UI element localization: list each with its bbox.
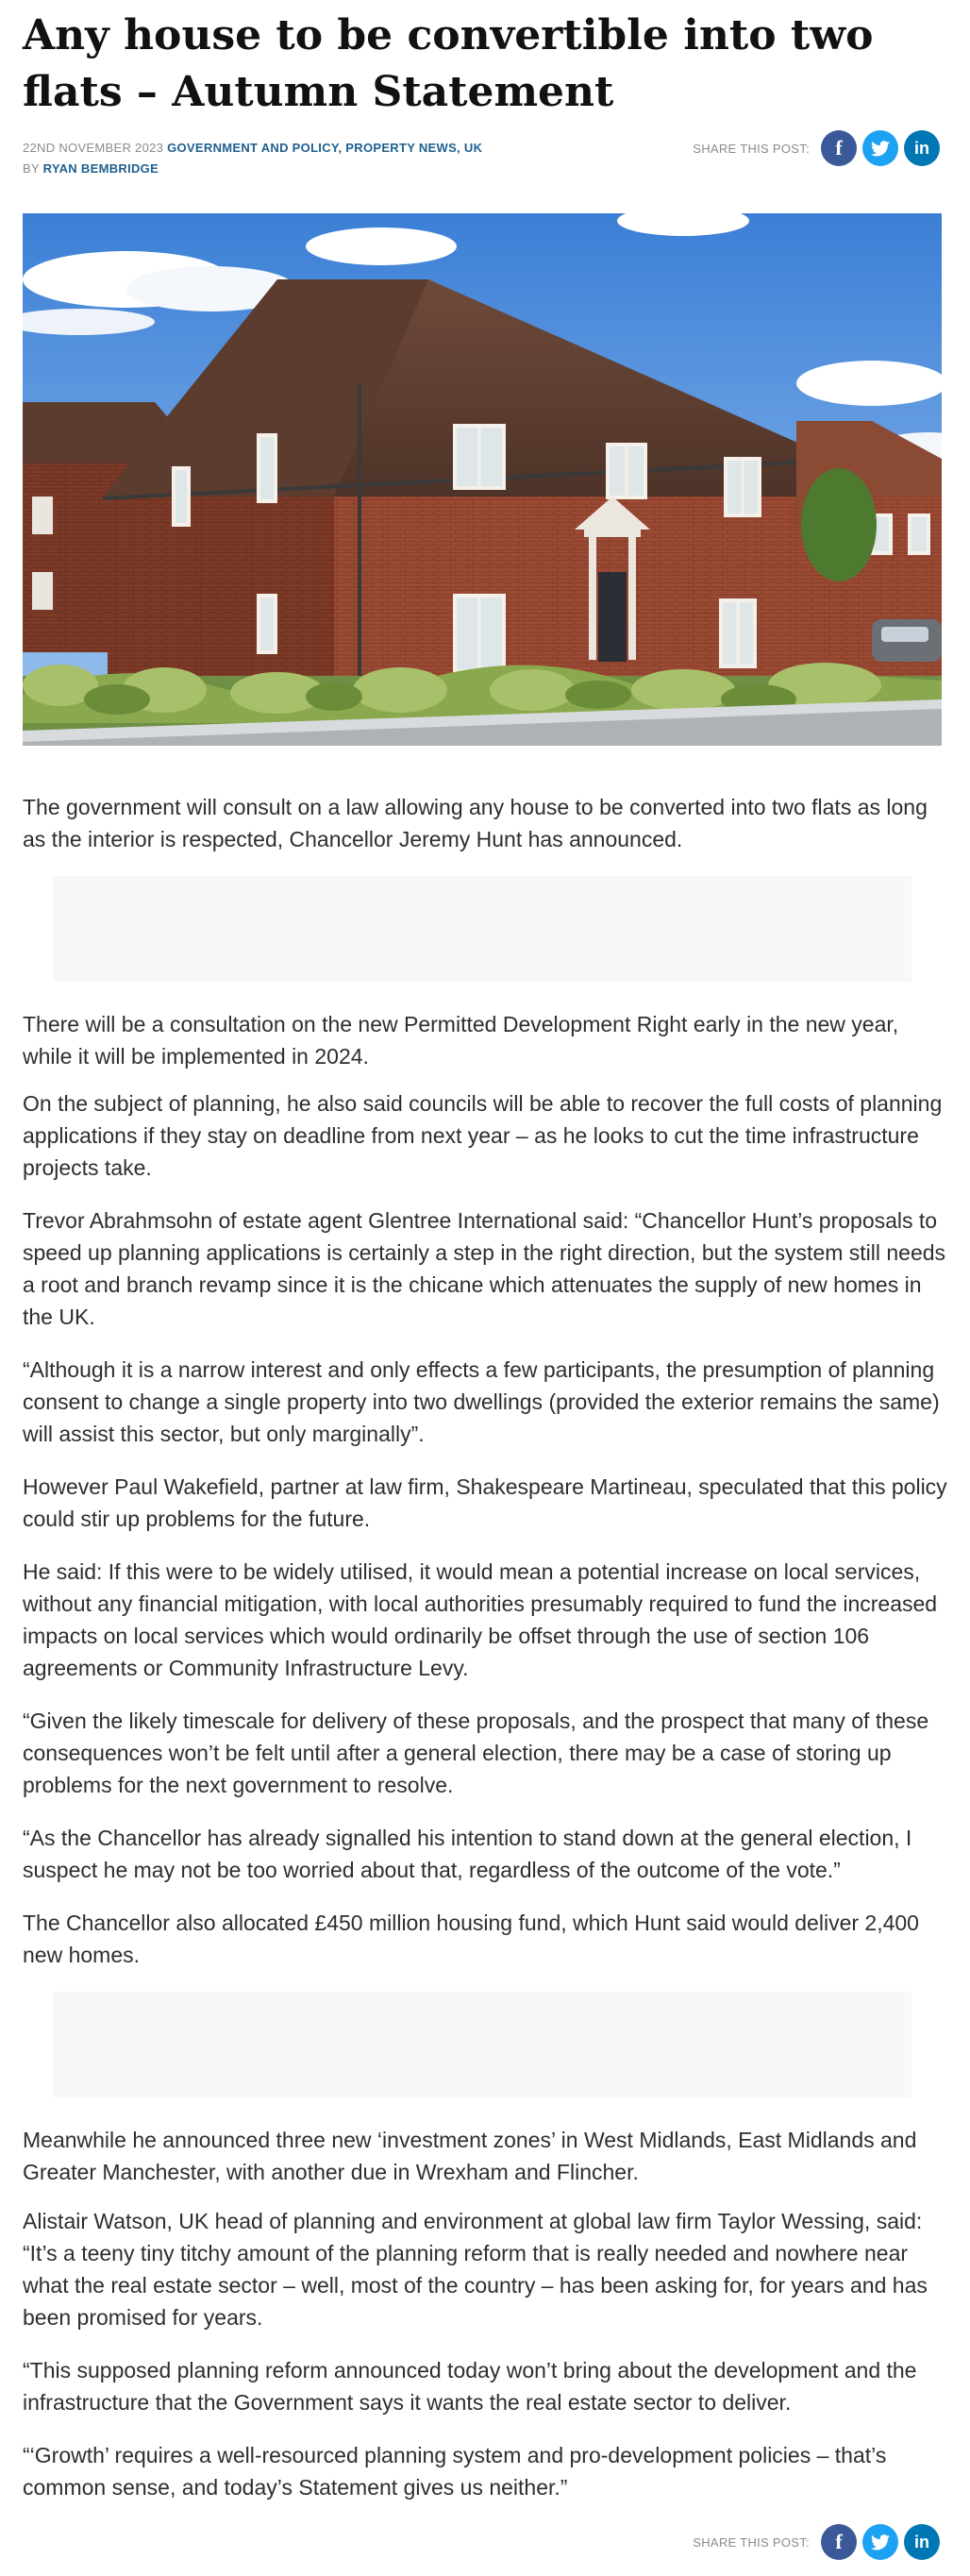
category-link-property-news[interactable]: PROPERTY NEWS [345,141,458,155]
article-paragraph: The government will consult on a law allowing any house to be converted into two flats as long as the interior is respected, Chancellor Jeremy Hunt has announced. [23,795,928,851]
linkedin-share-button[interactable] [904,130,940,166]
article-paragraph: However Paul Wakefield, partner at law firm, Shakespeare Martineau, speculated that this policy could stir up problems for the future. [23,1474,947,1531]
article-paragraph: “Given the likely timescale for delivery of these proposals, and the prospect that many of these consequences won’t be felt until after a general election, there may be a case of storing up problems for the next government to resolve. [23,1709,929,1797]
article-paragraph: “As the Chancellor has already signalled his intention to stand down at the general election, I suspect he may not be too worried about that, regardless of the outcome of the vote.” [23,1826,912,1882]
article-meta [23,138,482,179]
twitter-icon [871,2534,890,2551]
share-label: SHARE THIS POST: [693,2534,810,2550]
article-paragraph: “This supposed planning reform announced today won’t bring about the development and the infrastructure that the Government says it wants the real estate sector to deliver. [23,2358,917,2415]
linkedin-icon: in [914,2532,929,2551]
publish-date: 22ND NOVEMBER 2023 [23,141,164,155]
twitter-share-button[interactable] [862,130,898,166]
article-paragraph: He said: If this were to be widely utilised, it would mean a potential increase on local services, without any financial mitigation, with local authorities presumably required to fund the increased impacts on local services which would ordinarily be offset through the use of section 106 agreements or Community Infrastructure Levy. [23,1559,938,1680]
article-paragraph: “Although it is a narrow interest and only effects a few participants, the presumption of planning consent to change a single property into two dwellings (provided the exterior remains the same) will assist this sector, but only marginally”. [23,1357,940,1446]
hero-image [23,213,942,746]
share-bar-bottom [693,2524,940,2560]
share-label: SHARE THIS POST: [693,141,810,156]
share-bar-top [693,130,940,166]
category-separator: , [457,141,464,155]
author-link[interactable]: RYAN BEMBRIDGE [42,161,159,176]
facebook-icon: f [835,136,843,160]
twitter-share-button[interactable] [862,2524,898,2560]
category-link-government[interactable]: GOVERNMENT AND POLICY [167,141,339,155]
article-title: Any house to be convertible into two flats – Autumn Statement [23,11,874,116]
facebook-share-button[interactable] [821,130,857,166]
ad-placeholder [53,876,911,982]
house-photo [23,213,942,746]
linkedin-icon: in [914,138,929,158]
article-paragraph: Trevor Abrahmsohn of estate agent Glentree International said: “Chancellor Hunt’s proposals to speed up planning applications is certainly a step in the right direction, but the system still needs a root and branch revamp since it is the chicane which attenuates the supply of new homes in the UK. [23,1208,946,1329]
article-paragraph: On the subject of planning, he also said councils will be able to recover the full costs of planning applications if they stay on deadline from next year – as he looks to cut the time infrastructure projects take. [23,1091,943,1180]
facebook-share-button[interactable] [821,2524,857,2560]
article-paragraph: Meanwhile he announced three new ‘investment zones’ in West Midlands, East Midlands and Greater Manchester, with another due in Wrexham and Flincher. [23,2128,917,2184]
article-paragraph: There will be a consultation on the new Permitted Development Right early in the new year, while it will be implemented in 2024. [23,1012,899,1069]
article-paragraph: Alistair Watson, UK head of planning and environment at global law firm Taylor Wessing, said: “It’s a teeny tiny titchy amount of the planning reform that is really needed and nowhere near what the real estate sector – well, most of the country – has been asking for, for years and has been promised for years. [23,2209,928,2330]
facebook-icon: f [835,2530,843,2553]
article-paragraph: “‘Growth’ requires a well-resourced planning system and pro-development policies – that’s common sense, and today’s Statement gives us neither.” [23,2443,887,2500]
byline-prefix: BY [23,161,40,176]
category-link-uk[interactable]: UK [463,141,483,155]
linkedin-share-button[interactable] [904,2524,940,2560]
twitter-icon [871,141,890,157]
ad-placeholder [53,1992,911,2097]
article-paragraph: The Chancellor also allocated £450 million housing fund, which Hunt said would deliver 2,400 new homes. [23,1911,919,1967]
category-separator: , [338,141,346,155]
